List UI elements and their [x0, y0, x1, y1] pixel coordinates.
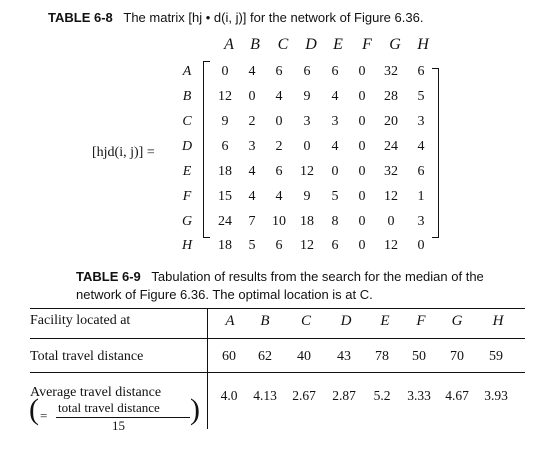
matrix-cell: 0: [387, 214, 395, 229]
average-distance-value: 2.87: [332, 388, 356, 403]
matrix-cell: 2: [248, 114, 256, 129]
matrix-cell: 12: [300, 164, 314, 179]
matrix-row-label: D: [181, 139, 193, 154]
matrix-cell: 6: [331, 64, 339, 79]
matrix-row-label: E: [182, 164, 192, 179]
average-distance-value: 4.13: [253, 388, 277, 403]
matrix-cell: 32: [384, 64, 398, 79]
matrix-cell: 3: [417, 214, 425, 229]
table-6-9-column-divider: [207, 309, 208, 429]
matrix-cell: 6: [417, 164, 425, 179]
matrix-cell: 0: [358, 164, 366, 179]
total-distance-value: 43: [337, 349, 351, 364]
matrix-cell: 3: [248, 139, 256, 154]
table-6-9-caption: [76, 268, 496, 304]
matrix-col-header: H: [417, 36, 429, 53]
matrix-cell: 9: [303, 89, 311, 104]
matrix-cell: 0: [358, 189, 366, 204]
matrix-cell: 4: [417, 139, 425, 154]
matrix-lhs-expression: [hjd(i, j)] =: [92, 145, 155, 160]
facility-header: E: [380, 313, 390, 329]
total-distance-value: 78: [375, 349, 389, 364]
formula-equals: =: [40, 408, 48, 423]
matrix-col-header: B: [250, 36, 260, 53]
matrix-cell: 4: [331, 89, 339, 104]
matrix-cell: 0: [275, 114, 283, 129]
total-distance-value: 40: [297, 349, 311, 364]
matrix-cell: 5: [331, 189, 339, 204]
average-distance-value: 3.33: [407, 388, 431, 403]
matrix-cell: 0: [358, 64, 366, 79]
matrix-cell: 4: [331, 139, 339, 154]
matrix-cell: 3: [331, 114, 339, 129]
average-distance-label: Average travel distance: [30, 385, 162, 400]
facility-header: F: [416, 313, 426, 329]
matrix-cell: 12: [300, 238, 314, 253]
average-distance-value: 4.67: [445, 388, 469, 403]
matrix-cell: 2: [275, 139, 283, 154]
matrix-cell: 18: [218, 238, 232, 253]
table-6-9-caption-text: Tabulation of results from the search for the median of the network of Figure 6.36. The optimal location is at C.: [76, 269, 484, 302]
matrix-cell: 0: [358, 114, 366, 129]
matrix-cell: 28: [384, 89, 398, 104]
table-6-9-row-rule: [30, 372, 525, 373]
matrix-cell: 1: [417, 189, 425, 204]
average-distance-value: 3.93: [484, 388, 508, 403]
matrix-cell: 0: [248, 89, 256, 104]
matrix-cell: 24: [218, 214, 232, 229]
matrix-row-label: H: [181, 238, 193, 253]
matrix-cell: 0: [331, 164, 339, 179]
matrix-cell: 12: [384, 189, 398, 204]
formula-denominator: 15: [112, 418, 125, 433]
matrix-cell: 8: [331, 214, 339, 229]
total-distance-label: Total travel distance: [30, 349, 144, 364]
matrix-cell: 0: [358, 238, 366, 253]
matrix-col-header: G: [389, 36, 401, 53]
table-6-8-caption: [48, 10, 423, 25]
matrix-cell: 18: [300, 214, 314, 229]
matrix-cell: 6: [275, 64, 283, 79]
average-distance-value: 2.67: [292, 388, 316, 403]
matrix-cell: 5: [248, 238, 256, 253]
matrix-cell: 6: [221, 139, 229, 154]
matrix-row-label: A: [182, 64, 192, 79]
matrix-cell: 4: [248, 164, 256, 179]
total-distance-value: 59: [489, 349, 503, 364]
matrix-cell: 18: [218, 164, 232, 179]
matrix-cell: 0: [303, 139, 311, 154]
matrix-col-header: D: [305, 36, 317, 53]
matrix-cell: 4: [275, 189, 283, 204]
table-6-9-header-rule: [30, 338, 525, 339]
matrix-col-header: A: [224, 36, 234, 53]
matrix-cell: 20: [384, 114, 398, 129]
formula-right-paren: ): [190, 393, 200, 426]
facility-header: C: [300, 313, 311, 329]
matrix-col-header: E: [333, 36, 343, 53]
matrix-cell: 15: [218, 189, 232, 204]
total-distance-value: 70: [450, 349, 464, 364]
matrix-row-label: G: [181, 214, 193, 229]
matrix-row-label: B: [182, 89, 192, 104]
matrix-cell: 0: [417, 238, 425, 253]
table-6-9-top-rule: [30, 308, 525, 309]
table-6-8-caption-text: The matrix [hj • d(i, j)] for the network of Figure 6.36.: [123, 10, 424, 25]
matrix-cell: 6: [303, 64, 311, 79]
matrix-cell: 0: [358, 139, 366, 154]
total-distance-value: 60: [222, 349, 236, 364]
matrix-cell: 9: [303, 189, 311, 204]
facility-header: A: [225, 313, 235, 329]
matrix-cell: 0: [221, 64, 229, 79]
total-distance-value: 62: [258, 349, 272, 364]
matrix-row-label: C: [182, 114, 192, 129]
facility-header: G: [451, 313, 463, 329]
average-distance-value: 4.0: [220, 388, 238, 403]
formula-numerator: total travel distance: [58, 400, 160, 415]
matrix-cell: 3: [417, 114, 425, 129]
facility-header: H: [492, 313, 504, 329]
matrix-cell: 6: [417, 64, 425, 79]
matrix-col-header: C: [277, 36, 289, 53]
matrix-row-label: F: [182, 189, 192, 204]
matrix-cell: 6: [331, 238, 339, 253]
total-distance-value: 50: [412, 349, 426, 364]
matrix-cell: 12: [218, 89, 232, 104]
matrix-cell: 10: [272, 214, 286, 229]
matrix-cell: 7: [248, 214, 256, 229]
matrix-cell: 32: [384, 164, 398, 179]
matrix-cell: 4: [275, 89, 283, 104]
table-6-9-label: TABLE 6-9: [76, 269, 141, 284]
formula-left-paren: (: [29, 393, 39, 426]
matrix-cell: 6: [275, 238, 283, 253]
matrix-cell: 24: [384, 139, 398, 154]
average-distance-value: 5.2: [373, 388, 391, 403]
table-6-8-label: TABLE 6-8: [48, 10, 113, 25]
matrix-cell: 5: [417, 89, 425, 104]
matrix-cell: 6: [275, 164, 283, 179]
facility-header: B: [260, 313, 270, 329]
facility-header-label: Facility located at: [30, 313, 131, 328]
matrix-cell: 3: [303, 114, 311, 129]
matrix-cell: 0: [358, 89, 366, 104]
matrix-cell: 4: [248, 64, 256, 79]
matrix-cell: 12: [384, 238, 398, 253]
facility-header: D: [340, 313, 352, 329]
matrix-cell: 9: [221, 114, 229, 129]
matrix-cell: 4: [248, 189, 256, 204]
matrix-cell: 0: [358, 214, 366, 229]
matrix-col-header: F: [362, 36, 372, 53]
